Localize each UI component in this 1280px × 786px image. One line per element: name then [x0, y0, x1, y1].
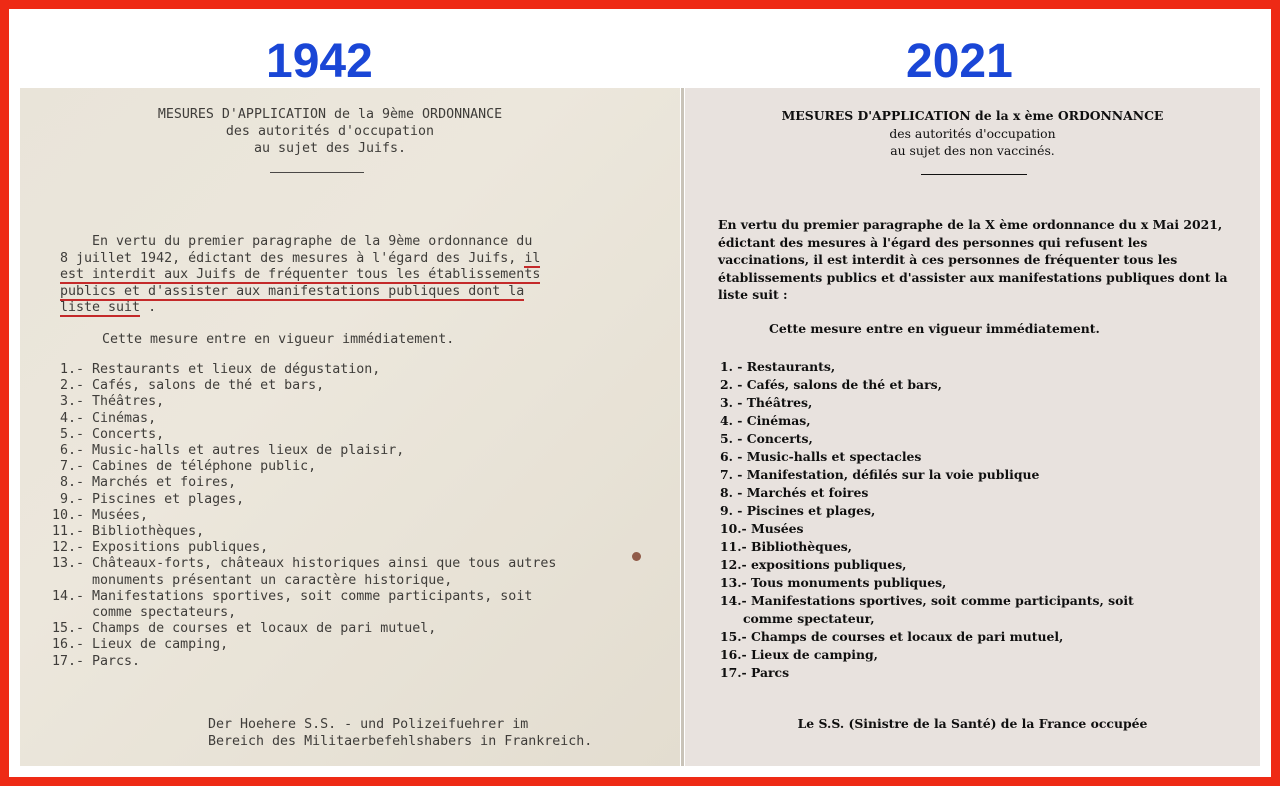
paragraph-line — [60, 251, 670, 268]
paragraph-line — [60, 267, 670, 284]
list-item: 12.- expositions publiques, — [720, 557, 907, 572]
list-item: 15.- Champs de courses et locaux de pari mutuel, — [52, 621, 437, 637]
list-item: 1. - Restaurants, — [720, 359, 836, 374]
document-1942-title — [80, 106, 580, 157]
underlined-text: est interdit aux Juifs de fréquenter tous les établissements — [60, 267, 541, 282]
signature-line: Bereich des Militaerbefehlshabers in Frankreich. — [208, 734, 593, 749]
document-1942-list — [52, 362, 556, 670]
paragraph-line — [60, 284, 670, 301]
list-item: 16.- Lieux de camping, — [720, 647, 878, 662]
ink-stain — [632, 552, 641, 561]
document-2021-list — [720, 358, 1134, 682]
title-rule — [921, 174, 1027, 175]
paragraph-line — [60, 234, 670, 251]
list-item: comme spectateur, — [743, 611, 875, 626]
document-2021-mesure: Cette mesure entre en vigueur immédiatement. — [769, 321, 1100, 336]
list-item: 7. - Manifestation, défilés sur la voie publique — [720, 467, 1040, 482]
list-item: 13.- Tous monuments publiques, — [720, 575, 947, 590]
list-item: 15.- Champs de courses et locaux de pari mutuel, — [720, 629, 1064, 644]
list-item: 10.- Musées, — [52, 507, 149, 523]
list-item: 3. - Théâtres, — [720, 395, 813, 410]
title-rule — [270, 172, 364, 173]
document-2021-signature: Le S.S. (Sinistre de la Santé) de la France occupée — [797, 716, 1148, 731]
year-label-2021: 2021 — [906, 35, 1013, 88]
document-2021 — [685, 88, 1260, 766]
year-label-1942: 1942 — [266, 35, 373, 88]
list-item: monuments présentant un caractère historique, — [52, 572, 453, 588]
document-1942 — [20, 88, 680, 766]
title-line: des autorités d'occupation — [225, 124, 435, 139]
list-item: 1.- Restaurants et lieux de dégustation, — [52, 362, 381, 377]
document-1942-paragraph — [60, 234, 670, 317]
title-line: MESURES D'APPLICATION de la x ème ORDONNANCE — [781, 108, 1164, 123]
list-item: comme spectateurs, — [52, 605, 237, 621]
list-item: 9. - Piscines et plages, — [720, 503, 876, 518]
paragraph-text: 8 juillet 1942, édictant des mesures à l'égard des Juifs, — [60, 250, 525, 266]
list-item: 4. - Cinémas, — [720, 413, 811, 428]
list-item: 17.- Parcs. — [52, 653, 141, 669]
underlined-text: il — [524, 250, 541, 266]
list-item: 2. - Cafés, salons de thé et bars, — [720, 377, 942, 392]
list-item: 16.- Lieux de camping, — [52, 637, 229, 653]
list-item: 14.- Manifestations sportives, soit comme participants, soit — [720, 593, 1134, 608]
list-item: 11.- Bibliothèques, — [52, 524, 205, 540]
paragraph-line — [60, 300, 670, 317]
list-item: 3.- Théâtres, — [52, 394, 165, 410]
panel-divider — [681, 88, 684, 766]
paragraph-text: En vertu du premier paragraphe de la 9ème ordonnance du — [60, 234, 533, 249]
list-item: 5.- Concerts, — [52, 426, 165, 442]
title-line: des autorités d'occupation — [889, 125, 1056, 141]
list-item: 9.- Piscines et plages, — [52, 491, 245, 507]
list-item: 5. - Concerts, — [720, 431, 813, 446]
document-2021-paragraph: En vertu du premier paragraphe de la X ème ordonnance du x Mai 2021, édictant des mesures à l'égard des personnes qui refusent les vaccinations, il est interdit à ces personnes de fréquenter tous les établissements publics et d'assister aux manifestations publiques dont la liste suit : — [718, 217, 1228, 303]
document-1942-mesure: Cette mesure entre en vigueur immédiatement. — [102, 332, 455, 347]
title-line: au sujet des Juifs. — [253, 141, 407, 156]
title-line: MESURES D'APPLICATION de la 9ème ORDONNANCE — [157, 107, 503, 122]
list-item: 7.- Cabines de téléphone public, — [52, 459, 317, 475]
signature-line: Der Hoehere S.S. - und Polizeifuehrer im — [208, 717, 529, 732]
paragraph-text: . — [140, 300, 157, 315]
list-item: 10.- Musées — [720, 521, 804, 536]
list-item: 11.- Bibliothèques, — [720, 539, 852, 554]
list-item: 4.- Cinémas, — [52, 410, 157, 426]
document-2021-title — [685, 107, 1260, 160]
underlined-text: publics et d'assister aux manifestations publiques dont la — [60, 283, 525, 299]
underlined-text: liste suit — [60, 300, 141, 315]
list-item: 8.- Marchés et foires, — [52, 475, 237, 491]
list-item: 13.- Châteaux-forts, châteaux historiques ainsi que tous autres — [52, 556, 557, 572]
list-item: 17.- Parcs — [720, 665, 790, 680]
list-item: 2.- Cafés, salons de thé et bars, — [52, 378, 325, 394]
list-item: 6.- Music-halls et autres lieux de plaisir, — [52, 443, 405, 459]
list-item: 12.- Expositions publiques, — [52, 540, 269, 556]
list-item: 8. - Marchés et foires — [720, 485, 869, 500]
list-item: 14.- Manifestations sportives, soit comme participants, soit — [52, 588, 533, 604]
list-item: 6. - Music-halls et spectacles — [720, 449, 922, 464]
document-1942-signature — [208, 716, 592, 750]
title-line: au sujet des non vaccinés. — [890, 143, 1055, 158]
